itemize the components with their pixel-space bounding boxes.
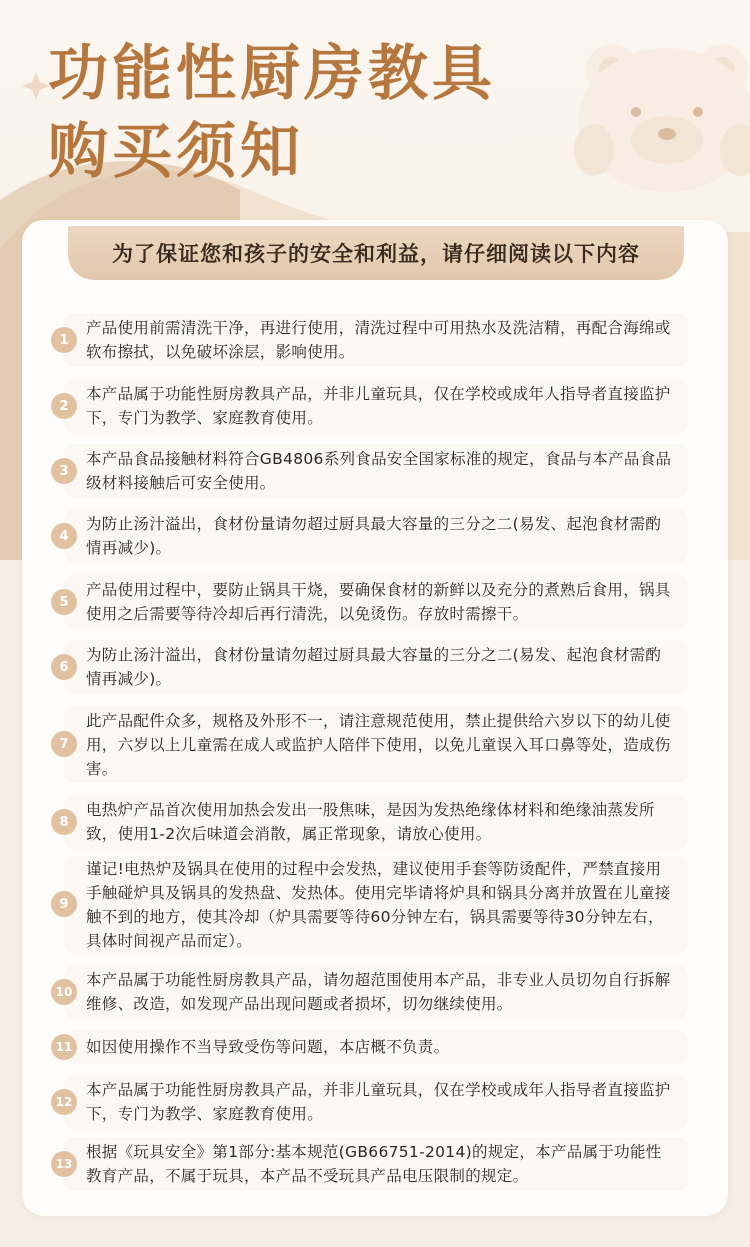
number-badge: 10 xyxy=(51,979,77,1005)
number-badge: 11 xyxy=(51,1034,77,1060)
page-title-line2: 购买须知 xyxy=(48,117,304,187)
number-badge: 6 xyxy=(51,654,77,680)
notice-banner xyxy=(68,226,684,280)
notice-text: 本产品属于功能性厨房教具产品，并非儿童玩具，仅在学校或成年人指导者直接监护下，专门为教学、家庭教育使用。 xyxy=(86,385,671,427)
notice-item xyxy=(64,1075,688,1129)
notice-item xyxy=(64,379,688,433)
notice-text: 如因使用操作不当导致受伤等问题，本店概不负责。 xyxy=(86,1038,450,1056)
number-badge: 9 xyxy=(51,891,77,917)
notice-text: 产品使用过程中，要防止锅具干烧，要确保食材的新鲜以及充分的煮熟后食用，锅具使用之后需要等待冷却后再行清洗，以免烫伤。存放时需擦干。 xyxy=(86,581,671,623)
notice-text: 为防止汤汁溢出，食材份量请勿超过厨具最大容量的三分之二(易发、起泡食材需酌情再减少)。 xyxy=(86,515,662,557)
notice-text: 为防止汤汁溢出，食材份量请勿超过厨具最大容量的三分之二(易发、起泡食材需酌情再减少)。 xyxy=(86,646,662,688)
notice-item xyxy=(64,575,688,629)
notice-text: 本产品属于功能性厨房教具产品，请勿超范围使用本产品，非专业人员切勿自行拆解维修、改造，如发现产品出现问题或者损坏，切勿继续使用。 xyxy=(86,971,671,1013)
number-badge: 5 xyxy=(51,589,77,615)
notice-text: 根据《玩具安全》第1部分:基本规范(GB66751-2014)的规定，本产品属于功能性教育产品，不属于玩具，本产品不受玩具产品电压限制的规定。 xyxy=(86,1143,662,1185)
notice-item xyxy=(64,313,688,367)
notice-text: 此产品配件众多，规格及外形不一，请注意规范使用，禁止提供给六岁以下的幼儿使用，六岁以上儿童需在成人或监护人陪伴下使用，以免儿童误入耳口鼻等处，造成伤害。 xyxy=(86,711,671,778)
notice-item xyxy=(64,795,688,849)
number-badge: 4 xyxy=(51,523,77,549)
notice-item xyxy=(64,965,688,1019)
notice-text: 谨记!电热炉及锅具在使用的过程中会发热，建议使用手套等防烫配件，严禁直接用手触碰炉具及锅具的发热盘、发热体。使用完毕请将炉具和锅具分离并放置在儿童接触不到的地方，使其冷却（炉具需要等待60分钟左右，锅具需要等待30分钟左右，具体时间视产品而定）。 xyxy=(86,859,671,950)
number-badge: 8 xyxy=(51,809,77,835)
page-title-line1: 功能性厨房教具 xyxy=(48,39,496,109)
notice-item xyxy=(64,444,688,498)
number-badge: 13 xyxy=(51,1151,77,1177)
number-badge: 7 xyxy=(51,731,77,757)
notice-text: 电热炉产品首次使用加热会发出一股焦味，是因为发热绝缘体材料和绝缘油蒸发所致，使用1-2次后味道会消散，属正常现象，请放心使用。 xyxy=(86,801,655,843)
notice-item xyxy=(64,706,688,783)
notice-text: 本产品食品接触材料符合GB4806系列食品安全国家标准的规定，食品与本产品食品级材料接触后可安全使用。 xyxy=(86,450,672,492)
banner-text: 为了保证您和孩子的安全和利益，请仔细阅读以下内容 xyxy=(112,242,640,266)
notice-text: 产品使用前需清洗干净，再进行使用，清洗过程中可用热水及洗洁精，再配合海绵或软布擦拭，以免破坏涂层，影响使用。 xyxy=(86,319,671,361)
number-badge: 2 xyxy=(51,393,77,419)
notice-text: 本产品属于功能性厨房教具产品，并非儿童玩具，仅在学校或成年人指导者直接监护下，专门为教学、家庭教育使用。 xyxy=(86,1081,671,1123)
number-badge: 1 xyxy=(51,327,77,353)
notice-item xyxy=(64,1030,688,1064)
number-badge: 12 xyxy=(51,1089,77,1115)
notice-item xyxy=(64,640,688,694)
notice-item xyxy=(64,509,688,563)
notice-item xyxy=(64,1137,688,1191)
bear-icon xyxy=(574,44,750,192)
number-badge: 3 xyxy=(51,458,77,484)
notice-item xyxy=(64,856,688,953)
